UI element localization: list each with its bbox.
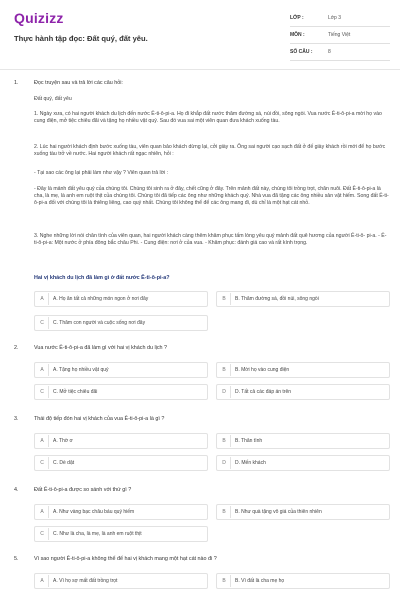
meta-value: 8 bbox=[328, 49, 331, 55]
answer-option-c[interactable] bbox=[34, 384, 208, 400]
worksheet-meta bbox=[290, 10, 390, 61]
question-text: Đất Ê-ti-ô-pi-a được so sánh với thứ gì ? bbox=[34, 487, 132, 493]
option-letter: D bbox=[218, 457, 231, 469]
option-letter: B bbox=[218, 506, 231, 518]
answer-option-a[interactable] bbox=[34, 504, 208, 520]
answer-option-d[interactable] bbox=[216, 384, 390, 400]
question-text: Vì sao người Ê-ti-ô-pi-a không thể để hai vị khách mang một hạt cát nào đi ? bbox=[34, 556, 217, 562]
meta-value: Tiếng Việt bbox=[328, 32, 351, 38]
answer-option-a[interactable] bbox=[34, 573, 208, 589]
sub-question: Hai vị khách du lịch đã làm gì ở đất nước Ê-ti-ô-pi-a? bbox=[34, 275, 170, 281]
question-number: 4. bbox=[14, 487, 19, 493]
option-text: B. Như quà tặng vô giá của thiên nhiên bbox=[235, 509, 322, 515]
option-letter: A bbox=[36, 435, 49, 447]
option-letter: C bbox=[36, 386, 49, 398]
meta-label: MÔN : bbox=[290, 32, 305, 38]
option-text: C. Thăm con người và cuộc sống nơi đây bbox=[53, 320, 146, 326]
option-text: A. Tặng họ nhiều vật quý bbox=[53, 367, 109, 373]
story-paragraph: 1. Ngày xưa, có hai người khách du lịch đến nước Ê-ti-ô-pi-a. Họ đi khắp đất nước thăm đường sá, núi đồi, sông ngòi. Vua nước Ê-ti-ô-pi-a mời họ vào cung điện, mở tiệc chiêu đãi và tặng họ nhiều vật quý. Sau đó vua sai một viên quan đưa khách xuống tàu. bbox=[34, 111, 382, 125]
option-letter: C bbox=[36, 317, 49, 329]
answer-option-d[interactable] bbox=[216, 455, 390, 471]
answer-option-b[interactable] bbox=[216, 433, 390, 449]
option-letter: A bbox=[36, 506, 49, 518]
answer-option-c[interactable] bbox=[34, 315, 208, 331]
meta-value: Lớp 3 bbox=[328, 15, 342, 21]
answer-option-b[interactable] bbox=[216, 504, 390, 520]
option-letter: A bbox=[36, 575, 49, 587]
option-text: B. Vì đất là cha mẹ họ bbox=[235, 578, 285, 584]
meta-row-class bbox=[290, 10, 390, 27]
option-text: C. Như là cha, là mẹ, là anh em ruột thịt bbox=[53, 531, 142, 537]
story-paragraph: 3. Nghe những lời nói chân tình của viên quan, hai người khách càng thêm khâm phục tấm lòng yêu quý mảnh đất quê hương của người Ê-ti-ô- pi-a. - Ê-ti-ô-pi-a: Một nước ở phía đông bắc châu Phi. - Cung điện: nơi ở của vua. - Khâm phục: đánh giá cao và rất kính trọng. bbox=[34, 233, 387, 247]
question-number: 3. bbox=[14, 416, 19, 422]
option-text: D. Tất cả các đáp án trên bbox=[235, 389, 292, 395]
option-text: C. Mở tiệc chiêu đãi bbox=[53, 389, 98, 395]
option-text: A. Thờ ơ bbox=[53, 438, 73, 444]
option-letter: D bbox=[218, 386, 231, 398]
option-text: A. Vì họ sợ mất đất trồng trọt bbox=[53, 578, 118, 584]
question-number: 2. bbox=[14, 345, 19, 351]
question-number: 1. bbox=[14, 80, 19, 86]
meta-row-question-count bbox=[290, 44, 390, 61]
worksheet-title: Thực hành tập đọc: Đất quý, đất yêu. bbox=[14, 34, 148, 43]
answer-option-c[interactable] bbox=[34, 526, 208, 542]
question-text: Vua nước Ê-ti-ô-pi-a đã làm gì với hai vị khách du lịch ? bbox=[34, 345, 168, 351]
option-letter: C bbox=[36, 528, 49, 540]
meta-label: SỐ CÂU : bbox=[290, 49, 313, 55]
question-number: 5. bbox=[14, 556, 19, 562]
answer-option-a[interactable] bbox=[34, 433, 208, 449]
answer-option-a[interactable] bbox=[34, 362, 208, 378]
option-text: A. Họ ăn tất cả những món ngon ở nơi đây bbox=[53, 296, 149, 302]
story-title: Đất quý, đất yêu bbox=[34, 96, 72, 102]
option-letter: B bbox=[218, 293, 231, 305]
question-text: Thái độ tiếp đón hai vị khách của vua Ê-ti-ô-pi-a là gì ? bbox=[34, 416, 165, 422]
option-text: D. Mến khách bbox=[235, 460, 266, 466]
option-text: C. Dè dặt bbox=[53, 460, 75, 466]
option-letter: B bbox=[218, 435, 231, 447]
header-divider bbox=[0, 69, 400, 70]
answer-option-b[interactable] bbox=[216, 573, 390, 589]
option-letter: A bbox=[36, 364, 49, 376]
question-text: Đọc truyện sau và trả lời các câu hỏi: bbox=[34, 80, 123, 86]
story-paragraph: - Đây là mảnh đất yêu quý của chúng tôi. Chúng tôi sinh ra ở đây, chết cũng ở đây. Trên mảnh đất này, chúng tôi trồng trọt, chăn nuôi. Đất Ê-ti-ô-pi-a là cha, là mẹ, là anh em ruột thịt của chúng tôi. Chúng tôi đã tiếp các ông như những khách quý. Nhà vua đã tặng các ông nhiều sản vật hiếm. Song đất Ê-ti-ô-pi-a đối với chúng tôi là thiêng liêng, cao quý nhất. Chúng tôi không thể để các ông mang đi, dù chỉ là một hạt cát nhỏ. bbox=[34, 186, 389, 207]
option-text: B. Thăm đường sá, đồi núi, sông ngòi bbox=[235, 296, 319, 302]
story-paragraph: 2. Lúc hai người khách định bước xuống tàu, viên quan bảo khách dừng lại, cởi giày ra. Ông sai người cạo sạch đất ở đế giày khách rồi mới để họ bước xuống tàu trở về nước. Hai người khách rất ngạc nhiên, hỏi : bbox=[34, 144, 386, 158]
option-text: A. Như vàng bạc châu báu quý hiếm bbox=[53, 509, 135, 515]
option-letter: C bbox=[36, 457, 49, 469]
answer-option-c[interactable] bbox=[34, 455, 208, 471]
option-letter: B bbox=[218, 364, 231, 376]
answer-option-b[interactable] bbox=[216, 291, 390, 307]
quizizz-logo: Quizizz bbox=[14, 10, 64, 26]
option-text: B. Thân tình bbox=[235, 438, 263, 444]
option-letter: A bbox=[36, 293, 49, 305]
worksheet-header bbox=[0, 0, 400, 66]
answer-option-b[interactable] bbox=[216, 362, 390, 378]
story-paragraph: - Tại sao các ông lại phải làm như vậy ? Viên quan trả lời : bbox=[34, 170, 169, 176]
meta-label: LỚP : bbox=[290, 15, 304, 21]
answer-option-a[interactable] bbox=[34, 291, 208, 307]
meta-row-subject bbox=[290, 27, 390, 44]
option-letter: B bbox=[218, 575, 231, 587]
option-text: B. Mời họ vào cung điện bbox=[235, 367, 290, 373]
